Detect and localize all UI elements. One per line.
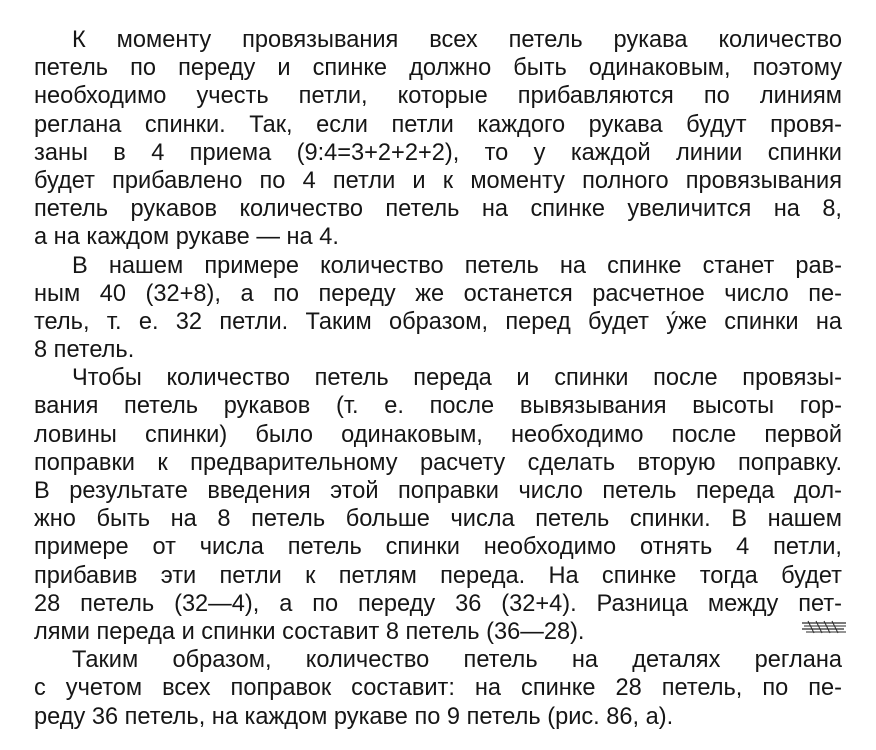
paragraph-1 [34,26,842,252]
text-line: примере от числа петель спинки необходимо отнять 4 петли, [34,534,842,561]
text-line: петель рукавов количество петель на спинке увеличится на 8, [34,196,842,223]
text-line: 28 петель (32—4), а по переду 36 (32+4). Разница между пет- [34,590,842,617]
text-line: В нашем примере количество петель на спинке станет рав- [72,252,842,279]
paragraph-4 [34,646,842,731]
scan-artifact-mark [800,620,848,634]
text-line: В результате введения этой поправки число петель переда дол- [34,478,842,504]
text-line: жно быть на 8 петель больше числа петель спинки. В нашем [34,506,842,533]
text-line: тель, т. е. 32 петли. Таким образом, перед будет у́же спинки на [34,308,842,335]
text-line: ловины спинки) было одинаковым, необходимо после первой [34,421,842,448]
text-line: К моменту провязывания всех петель рукава количество [72,27,842,53]
text-line: необходимо учесть петли, которые прибавляются по линиям [34,83,842,110]
text-line: реглана спинки. Так, если петли каждого рукава будут провя- [34,111,842,138]
document-page [34,26,842,731]
text-line: ным 40 (32+8), а по переду же останется расчетное число пе- [34,280,842,307]
text-line: прибавив эти петли к петлям переда. На спинке тогда будет [34,562,842,589]
text-line: лями переда и спинки составит 8 петель (36—28). [34,618,585,645]
text-line: 8 петель. [34,337,135,364]
text-line: реду 36 петель, на каждом рукаве по 9 петель (рис. 86, а). [34,703,674,730]
text-line: а на каждом рукаве — на 4. [34,224,339,251]
text-line: заны в 4 приема (9:4=3+2+2+2), то у каждой линии спинки [34,139,842,166]
text-line: с учетом всех поправок составит: на спинке 28 петель, по пе- [34,675,842,702]
text-line: петель по переду и спинке должно быть одинаковым, поэтому [34,55,842,82]
paragraph-3 [34,364,842,646]
paragraph-2 [34,252,842,365]
text-line: поправки к предварительному расчету сделать вторую поправку. [34,449,842,476]
text-line: Таким образом, количество петель на деталях реглана [72,647,842,674]
text-line: будет прибавлено по 4 петли и к моменту полного провязывания [34,167,842,194]
text-line: вания петель рукавов (т. е. после вывязывания высоты гор- [34,393,842,420]
text-line: Чтобы количество петель переда и спинки после провязы- [72,365,842,392]
